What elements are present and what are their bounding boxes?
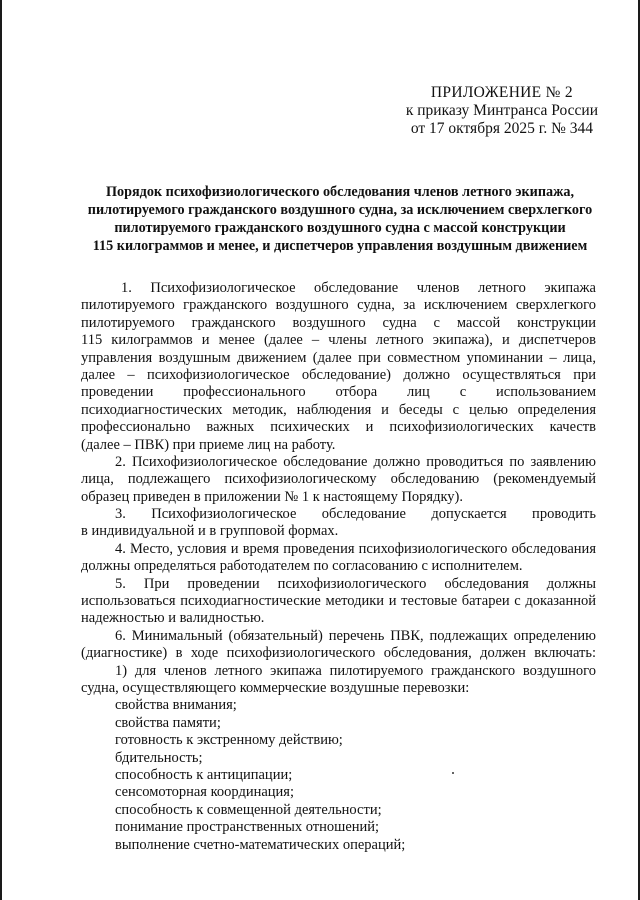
body-line-p4: 4. Место, условия и время проведения психофизиологического обследования (115, 540, 596, 557)
list-item: понимание пространственных отношений; (115, 819, 380, 836)
body-line-p1: профессионально важных психических и психофизиологических качеств (81, 419, 596, 436)
appendix-header (406, 84, 598, 138)
body-line-p1: пилотируемого гражданского воздушного судна с массой конструкции (81, 314, 596, 331)
body-line-p2: образец приведен в приложении № 1 к настоящему Порядку). (81, 488, 464, 505)
body-line-p6: (диагностике) в ходе психофизиологического обследования, должен включать: (81, 645, 596, 662)
body-line-p2: лица, подлежащего психофизиологическому обследованию (рекомендуемый (81, 471, 596, 488)
body-line-p1: (далее – ПВК) при приеме лиц на работу. (81, 436, 336, 453)
body-line-p3: в индивидуальной и в групповой формах. (81, 523, 339, 540)
title-line: 115 килограммов и менее, и диспетчеров управления воздушным движением (92, 238, 588, 254)
body-line-p5: надежностью и валидностью. (81, 610, 265, 627)
body-line-p1: пилотируемого гражданского воздушного судна, за исключением сверхлегкого (81, 297, 596, 314)
body-line-p3: 3. Психофизиологическое обследование допускается проводить (115, 506, 596, 523)
title-line: пилотируемого гражданского воздушного судна, за исключением сверхлегкого (87, 202, 593, 218)
body-line-p1: психодиагностических методик, наблюдения и беседы с целью определения (81, 401, 596, 418)
list-item: способность к совмещенной деятельности; (115, 801, 382, 818)
appendix-order-ref: к приказу Минтранса России (405, 102, 598, 119)
document-title (80, 183, 600, 255)
list-item: выполнение счетно-математических операций; (115, 836, 406, 853)
title-line: Порядок психофизиологического обследования членов летного экипажа, (105, 184, 575, 200)
body-line-p5: использоваться психодиагностические методики и тестовые батареи с доказанной (81, 593, 596, 610)
body-line-p1: 115 килограммов и менее (далее – члены летного экипажа), и диспетчеров (81, 332, 596, 349)
body-line-p1: проведении профессионального отбора лиц с использованием (81, 384, 596, 401)
title-line: пилотируемого гражданского воздушного судна с массой конструкции (114, 220, 566, 236)
list-item: способность к антиципации; (115, 766, 293, 783)
body-line-p5: 5. При проведении психофизиологического обследования должны (115, 575, 596, 592)
body-line-p6-1: 1) для членов летного экипажа пилотируемого гражданского воздушного (115, 662, 596, 679)
appendix-order-date: от 17 октября 2025 г. № 344 (410, 120, 593, 137)
list-item: бдительность; (115, 749, 203, 766)
body-line-p6: 6. Минимальный (обязательный) перечень ПВК, подлежащих определению (115, 627, 596, 644)
appendix-title: ПРИЛОЖЕНИЕ № 2 (430, 84, 573, 101)
body-line-p1: далее – психофизиологическое обследование) должно осуществляться при (81, 366, 596, 383)
list-item: свойства внимания; (115, 697, 237, 714)
body-line-p2: 2. Психофизиологическое обследование должно проводиться по заявлению (115, 453, 596, 470)
list-item: готовность к экстренному действию; (115, 732, 343, 749)
body-line-p6-1: судна, осуществляющего коммерческие воздушные перевозки: (81, 679, 470, 696)
document-body (81, 280, 596, 854)
list-item: свойства памяти; (115, 714, 221, 731)
scan-speck (452, 772, 454, 774)
body-line-p1: 1. Психофизиологическое обследование членов летного экипажа (121, 280, 596, 296)
body-line-p1: управления воздушным движением (далее при совместном упоминании – лица, (81, 349, 596, 366)
list-item: сенсомоторная координация; (115, 784, 295, 801)
body-line-p4: должны определяться работодателем по согласованию с исполнителем. (81, 558, 523, 575)
